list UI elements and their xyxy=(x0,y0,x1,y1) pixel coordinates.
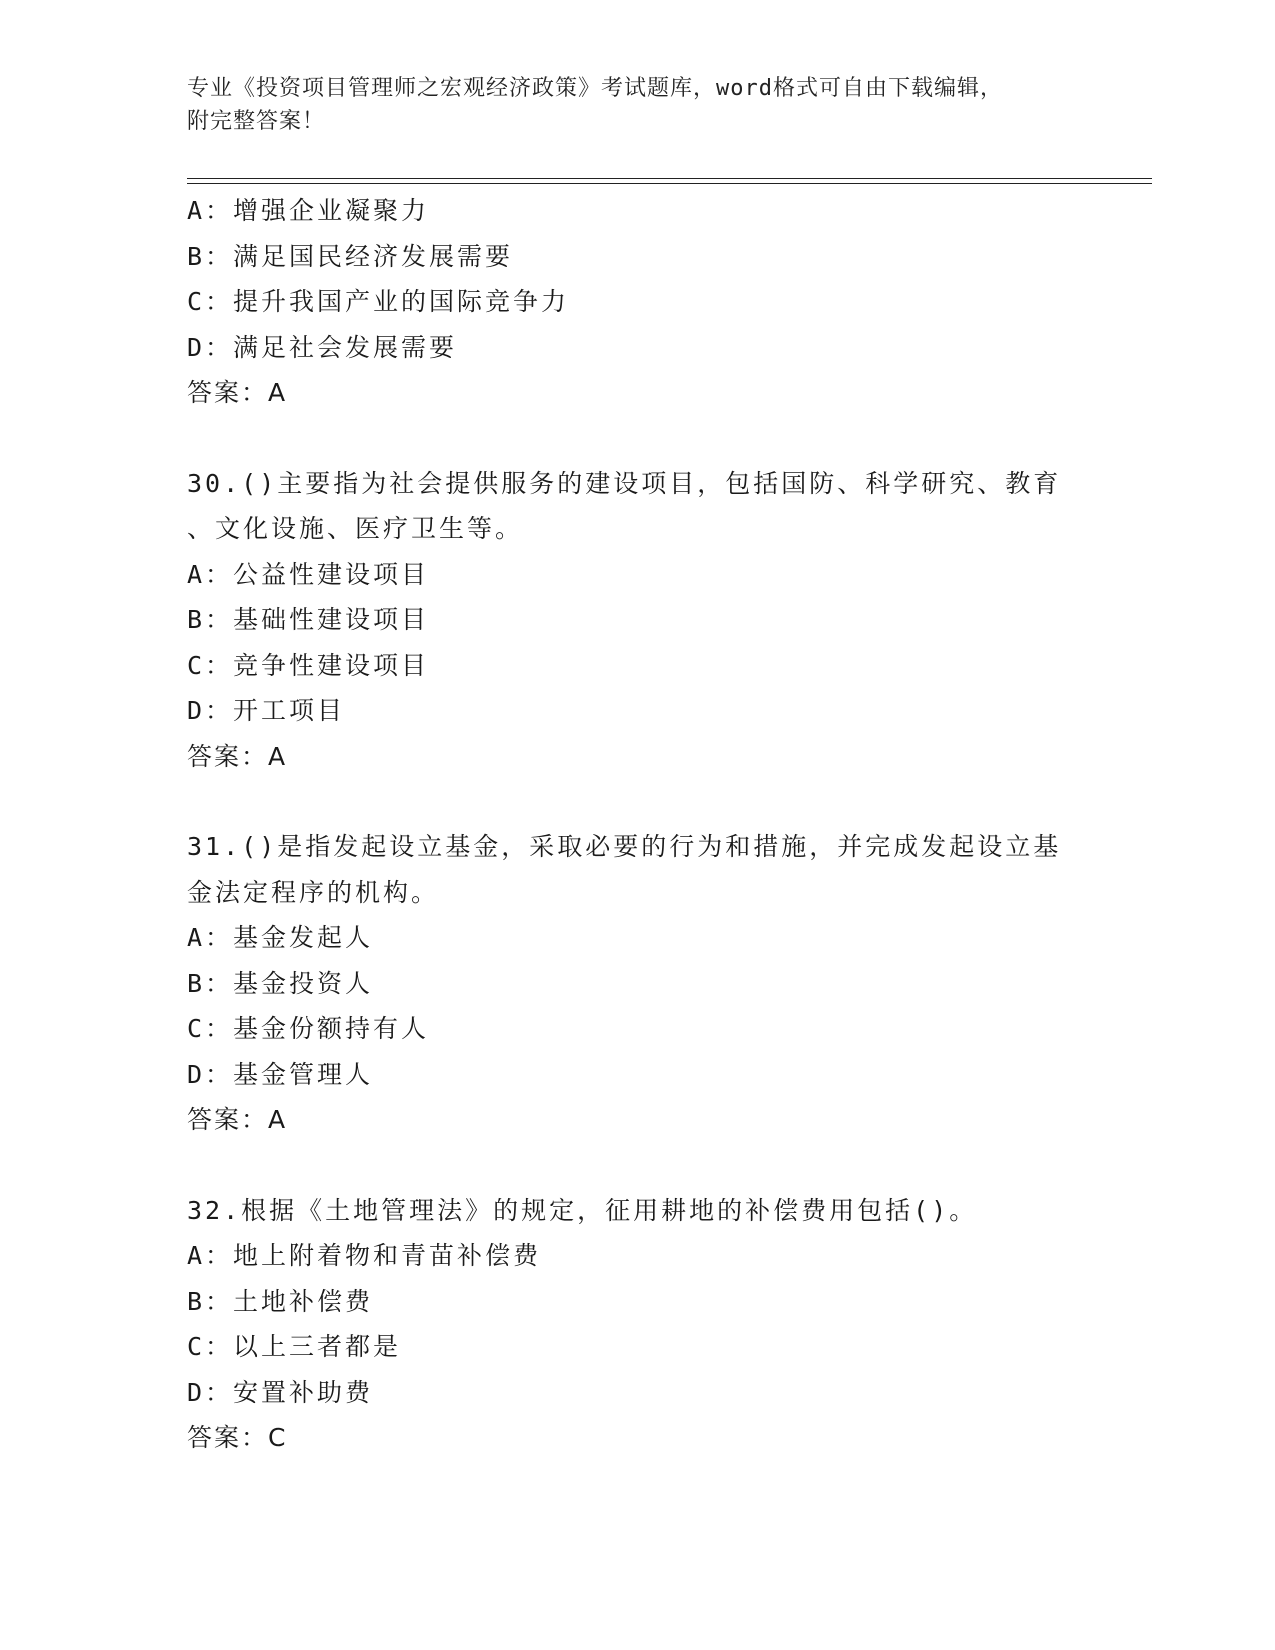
option-c: C：提升我国产业的国际竞争力 xyxy=(187,287,570,316)
header-divider-bottom xyxy=(187,183,1152,184)
option-b: B：基金投资人 xyxy=(187,968,374,998)
option-c: C：竞争性建设项目 xyxy=(187,650,430,680)
question-stem-line: 32.根据《土地管理法》的规定，征用耕地的补偿费用包括()。 xyxy=(187,1195,978,1225)
option-c: C：基金份额持有人 xyxy=(187,1014,430,1043)
question-stem-line: 31.()是指发起设立基金，采取必要的行为和措施，并完成发起设立基 xyxy=(187,832,1062,861)
header-line-1: 专业《投资项目管理师之宏观经济政策》考试题库，word格式可自由下载编辑， xyxy=(187,76,1003,101)
question-list xyxy=(187,188,1087,1461)
option-a: A：地上附着物和青苗补偿费 xyxy=(187,1241,542,1270)
document-header xyxy=(187,72,1087,138)
answer: 答案：A xyxy=(187,1105,288,1134)
option-d: D：开工项目 xyxy=(187,696,346,725)
option-a: A：增强企业凝聚力 xyxy=(187,196,430,225)
option-d: D：安置补助费 xyxy=(187,1377,374,1407)
question-32 xyxy=(187,1188,1087,1461)
question-31 xyxy=(187,824,1087,1143)
answer: 答案：A xyxy=(187,378,288,407)
option-b: B：满足国民经济发展需要 xyxy=(187,241,514,271)
question-stem-line: 金法定程序的机构。 xyxy=(187,877,440,907)
header-divider-top xyxy=(187,178,1152,179)
option-d: D：基金管理人 xyxy=(187,1059,374,1089)
question-29-partial xyxy=(187,188,1087,416)
option-d: D：满足社会发展需要 xyxy=(187,332,458,362)
answer: 答案：C xyxy=(187,1423,288,1452)
option-b: B：基础性建设项目 xyxy=(187,605,430,634)
option-a: A：公益性建设项目 xyxy=(187,559,430,589)
answer: 答案：A xyxy=(187,741,288,771)
header-line-2: 附完整答案！ xyxy=(187,109,326,134)
option-c: C：以上三者都是 xyxy=(187,1332,402,1361)
question-stem-line: 30.()主要指为社会提供服务的建设项目，包括国防、科学研究、教育 xyxy=(187,468,1062,498)
option-b: B：土地补偿费 xyxy=(187,1286,374,1316)
question-stem-line: 、文化设施、医疗卫生等。 xyxy=(187,514,524,543)
question-30 xyxy=(187,461,1087,780)
option-a: A：基金发起人 xyxy=(187,923,374,952)
